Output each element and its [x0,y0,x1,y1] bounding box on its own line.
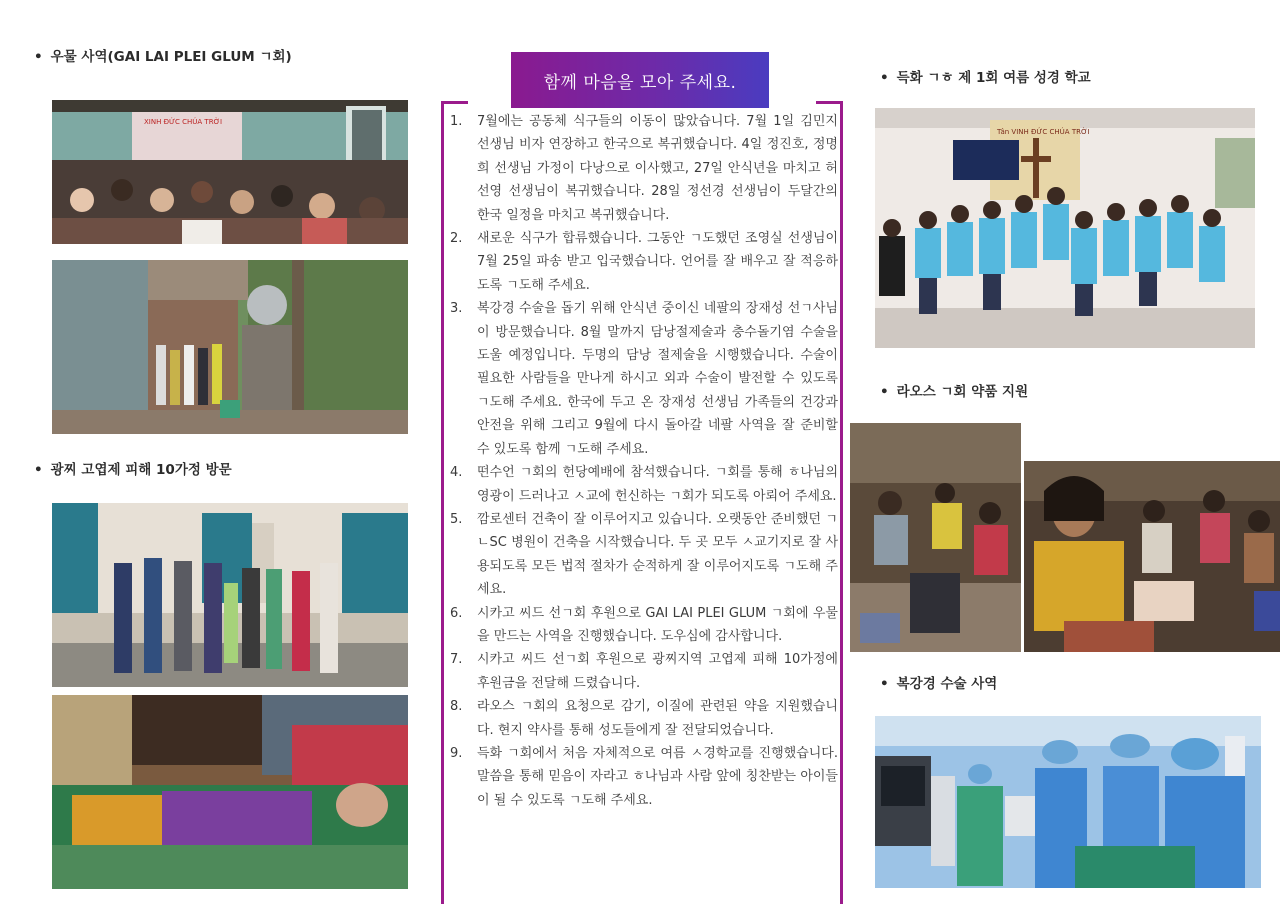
photo-water-tank [52,260,408,434]
photo-bible-school-children [875,108,1255,348]
list-item: 9. 득화 ㄱ회에서 처음 자체적으로 여름 ㅅ경학교를 진행했습니다. 말씀을 통해 믿음이 자라고 ㅎ나님과 사람 앞에 칭찬받는 아이들이 될 수 있도록 ㄱ도해 주세요. [450,745,838,808]
list-item: 1. 7월에는 공동체 식구들의 이동이 많았습니다. 7월 1일 김민지 선생님 비자 연장하고 한국으로 복귀했습니다. 4일 정진호, 정명희 선생님 가정이 다낭으로 이사했고, 27일 안식년을 마치고 허선영 선생님이 복귀했습니다. 28일 정선경 선생님이 두달간의 한국 일정을 마치고 복귀했습니다. [450,114,838,223]
photo-church-gathering [52,100,408,244]
list-item: 6. 시카고 씨드 선ㄱ회 후원으로 GAI LAI PLEI GLUM ㄱ회에 우물을 만드는 사역을 진행했습니다. 도우심에 감사합니다. [450,605,838,644]
photo-laos-church-2 [1024,461,1280,652]
list-item: 2. 새로운 식구가 합류했습니다. 그동안 ㄱ도했던 조영실 선생님이 7월 25일 파송 받고 입국했습니다. 언어를 잘 배우고 잘 적응하도록 ㄱ도해 주세요. [450,231,838,293]
list-item: 4. 떤수언 ㄱ회의 헌당예배에 참석했습니다. ㄱ회를 통해 ㅎ나님의 영광이 드러나고 ㅅ교에 헌신하는 ㄱ회가 되도록 아뢰어 주세요. [450,465,838,504]
list-item: 5. 깜로센터 건축이 잘 이루어지고 있습니다. 오랫동안 준비했던 ㄱㄴSC 병원이 건축을 시작했습니다. 두 곳 모두 ㅅ교기지로 잘 사용되도록 모든 법적 절차가 순적하게 잘 이루어지도록 ㄱ도해 주세요. [450,511,838,598]
section-heading-agent-orange: • 광찌 고엽제 피해 10가정 방문 [34,462,232,478]
section-heading-laparoscopic: • 복강경 수술 사역 [880,676,998,692]
church-banner-text: XINH ĐỨC CHÚA TRỜI [144,118,223,126]
prayer-list [450,110,838,812]
photo-laos-church-1 [850,423,1021,652]
list-item: 7. 시카고 씨드 선ㄱ회 후원으로 광찌지역 고엽제 피해 10가정에 후원금을 전달해 드렸습니다. [450,652,838,691]
bullet-icon: • [34,462,43,478]
section-heading-well-ministry: • 우물 사역(GAI LAI PLEI GLUM ㄱ회) [34,49,292,65]
bullet-icon: • [880,384,889,400]
list-item: 3. 복강경 수술을 돕기 위해 안식년 중이신 네팔의 장재성 선ㄱ사님이 방문했습니다. 8월 말까지 담낭절제술과 충수돌기염 수술을 도울 예정입니다. 두명의 담낭 절제술을 시행했습니다. 수술이 필요한 사람들을 만나게 하시고 외과 수술이 발전할 수 있도록 ㄱ도해 주세요. 한국에 두고 온 장재성 선생님 가족들의 건강과 안전을 위해 그리고 9월에 다시 돌아갈 네팔 사역을 잘 준비할 수 있도록 함께 ㄱ도해 주세요. [450,301,838,457]
church-sign-text: Tân VINH ĐỨC CHÚA TRỜI [997,128,1090,136]
photo-elderly-woman [52,695,408,889]
bullet-icon: • [34,49,43,65]
list-item: 8. 라오스 ㄱ회의 요청으로 감기, 이질에 관련된 약을 지원했습니다. 현지 약사를 통해 성도들에게 잘 전달되었습니다. [450,699,838,738]
section-heading-laos-medicine: • 라오스 ㄱ회 약품 지원 [880,384,1029,400]
bullet-icon: • [880,676,889,692]
photo-families-group [52,503,408,687]
photo-surgery [875,716,1261,888]
section-heading-bible-school: • 득화 ㄱㅎ 제 1회 여름 성경 학교 [880,70,1091,86]
prayer-banner-title: 함께 마음을 모아 주세요. [511,52,769,108]
bullet-icon: • [880,70,889,86]
